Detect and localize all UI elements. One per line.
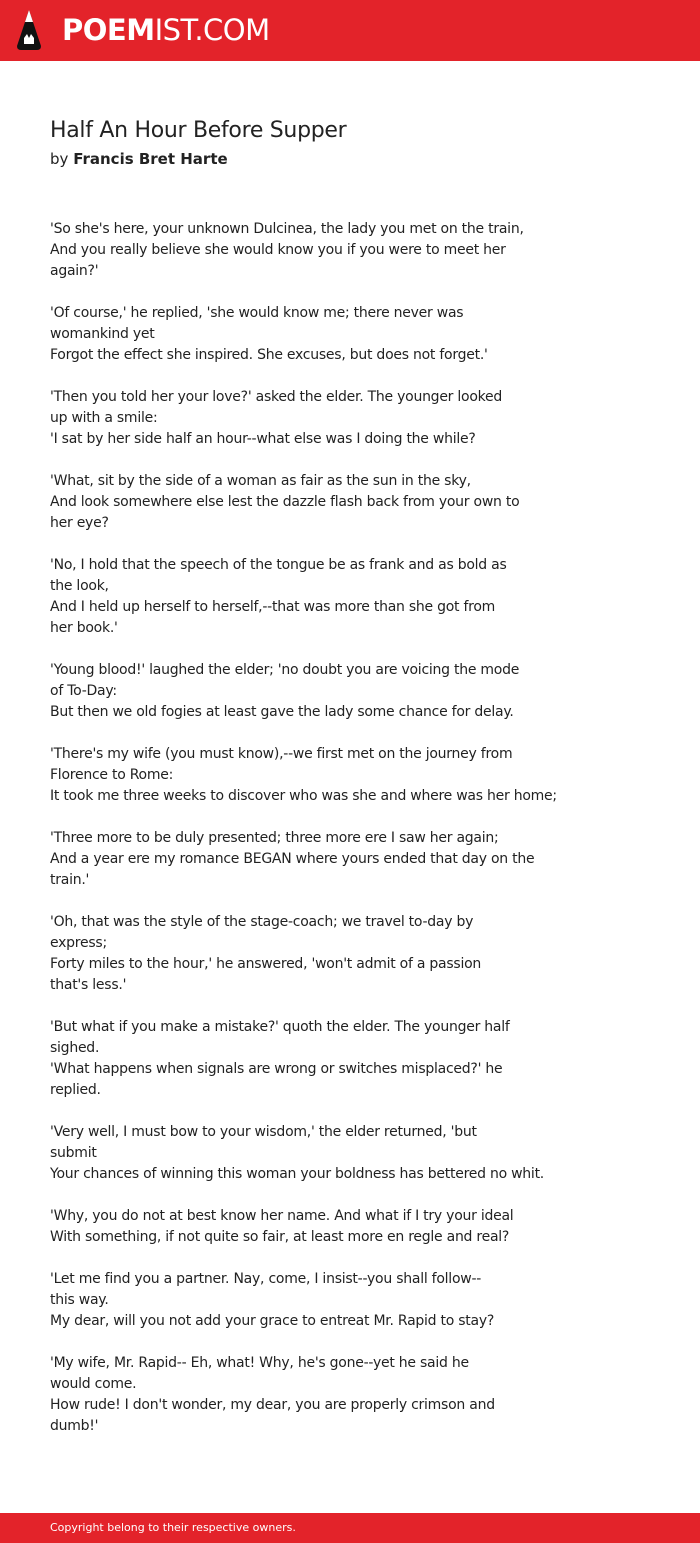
stanza <box>50 744 570 807</box>
poem-line: And look somewhere else lest the dazzle flash back from your own to <box>50 494 520 510</box>
logo-light-part: IST.COM <box>154 13 270 47</box>
poem-line: 'Oh, that was the style of the stage-coach; we travel to-day by <box>50 914 474 930</box>
poem-line: Forgot the effect she inspired. She excuses, but does not forget.' <box>50 347 488 363</box>
stanza <box>50 660 570 723</box>
poem-line: this way. <box>50 1292 109 1308</box>
poem-line: But then we old fogies at least gave the lady some chance for delay. <box>50 704 514 720</box>
poem-line: 'So she's here, your unknown Dulcinea, the lady you met on the train, <box>50 221 524 237</box>
poem-line: that's less.' <box>50 977 127 993</box>
poem-line: submit <box>50 1145 97 1161</box>
poem-line: 'Then you told her your love?' asked the elder. The younger looked <box>50 389 503 405</box>
poem-line: again?' <box>50 263 99 279</box>
poem-line: her book.' <box>50 620 118 636</box>
stanza <box>50 1017 570 1101</box>
poem-line: of To-Day: <box>50 683 117 699</box>
stanza <box>50 912 570 996</box>
poem-line: 'Three more to be duly presented; three more ere I saw her again; <box>50 830 499 846</box>
stanza <box>50 828 570 891</box>
poem-line: Your chances of winning this woman your boldness has bettered no whit. <box>50 1166 545 1182</box>
poem-line: It took me three weeks to discover who was she and where was her home; <box>50 788 557 804</box>
poem-line: 'Of course,' he replied, 'she would know me; there never was <box>50 305 464 321</box>
poem-line: 'But what if you make a mistake?' quoth the elder. The younger half <box>50 1019 510 1035</box>
author-name: Francis Bret Harte <box>73 150 228 168</box>
poem-line: 'I sat by her side half an hour--what else was I doing the while? <box>50 431 476 447</box>
poem-line: 'There's my wife (you must know),--we first met on the journey from <box>50 746 513 762</box>
by-label: by <box>50 150 69 168</box>
byline <box>50 148 228 170</box>
poem-line: Florence to Rome: <box>50 767 174 783</box>
site-header <box>0 0 700 61</box>
poem-line: replied. <box>50 1082 101 1098</box>
poem-line: 'Let me find you a partner. Nay, come, I insist--you shall follow-- <box>50 1271 482 1287</box>
poem-line: 'Very well, I must bow to your wisdom,' the elder returned, 'but <box>50 1124 477 1140</box>
stanza <box>50 555 570 639</box>
poem-line: her eye? <box>50 515 109 531</box>
copyright-text: Copyright belong to their respective owners. <box>50 1521 296 1534</box>
poem-line: train.' <box>50 872 90 888</box>
stanza <box>50 219 570 282</box>
poem-body <box>50 219 570 1458</box>
poem-line: And you really believe she would know you if you were to meet her <box>50 242 506 258</box>
poem-line: My dear, will you not add your grace to entreat Mr. Rapid to stay? <box>50 1313 495 1329</box>
poem-line: up with a smile: <box>50 410 158 426</box>
site-logo[interactable] <box>62 12 270 48</box>
poem-title: Half An Hour Before Supper <box>50 118 347 143</box>
site-footer <box>0 1513 700 1543</box>
poem-line: With something, if not quite so fair, at least more en regle and real? <box>50 1229 510 1245</box>
stanza <box>50 1206 570 1248</box>
poem-line: Forty miles to the hour,' he answered, 'won't admit of a passion <box>50 956 482 972</box>
stanza <box>50 303 570 366</box>
poem-line: womankind yet <box>50 326 155 342</box>
poem-line: express; <box>50 935 107 951</box>
stanza <box>50 1122 570 1185</box>
stanza <box>50 471 570 534</box>
poem-line: 'My wife, Mr. Rapid-- Eh, what! Why, he's gone--yet he said he <box>50 1355 469 1371</box>
pencil-tip-icon[interactable] <box>15 8 43 52</box>
poem-line: 'Young blood!' laughed the elder; 'no doubt you are voicing the mode <box>50 662 520 678</box>
poem-line: would come. <box>50 1376 137 1392</box>
poem-line: And a year ere my romance BEGAN where yours ended that day on the <box>50 851 535 867</box>
poem-line: sighed. <box>50 1040 100 1056</box>
logo-bold-part: POEM <box>62 13 155 47</box>
poem-line: 'What happens when signals are wrong or switches misplaced?' he <box>50 1061 503 1077</box>
poem-line: 'Why, you do not at best know her name. And what if I try your ideal <box>50 1208 514 1224</box>
poem-line: 'What, sit by the side of a woman as fair as the sun in the sky, <box>50 473 471 489</box>
poem-line: And I held up herself to herself,--that was more than she got from <box>50 599 496 615</box>
poem-line: dumb!' <box>50 1418 99 1434</box>
stanza <box>50 1269 570 1332</box>
poem-line: the look, <box>50 578 109 594</box>
poem-line: 'No, I hold that the speech of the tongue be as frank and as bold as <box>50 557 507 573</box>
stanza <box>50 1353 570 1437</box>
poem-line: How rude! I don't wonder, my dear, you are properly crimson and <box>50 1397 495 1413</box>
stanza <box>50 387 570 450</box>
